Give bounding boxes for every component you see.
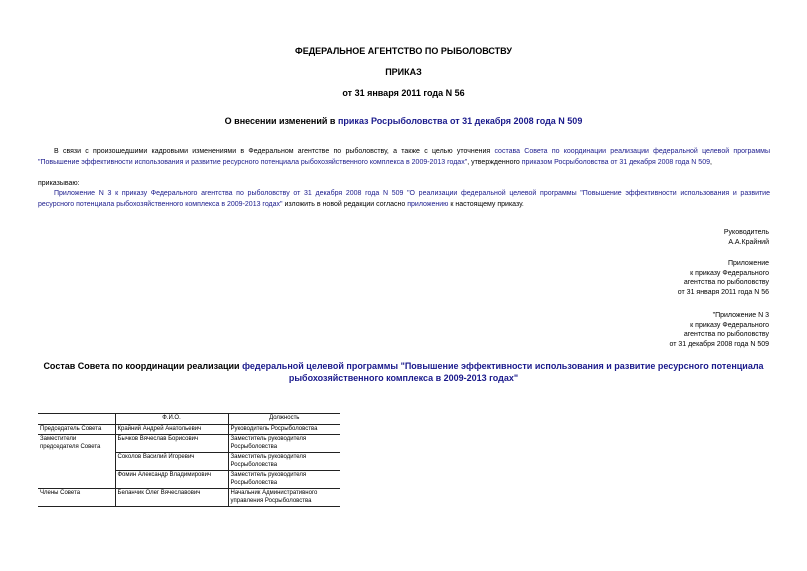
role-cell — [38, 471, 115, 489]
appendix-header-2 — [669, 311, 769, 349]
position-cell: Заместитель руководителя Росрыболовства — [228, 453, 340, 471]
header-cell: Ф.И.О. — [115, 414, 228, 425]
role-cell: Члены Совета — [38, 489, 115, 507]
position-cell: Заместитель руководителя Росрыболовства — [228, 435, 340, 453]
subject-link[interactable]: приказ Росрыболовства от 31 декабря 2008 года N 509 — [337, 116, 583, 126]
table-row — [38, 489, 340, 507]
header-cell: Должность — [228, 414, 340, 425]
appendix-header-1 — [678, 259, 769, 297]
appendix2-line: "Приложение N 3 — [712, 312, 769, 319]
table-row — [38, 453, 340, 471]
appendix1-line: агентства по рыболовству — [683, 279, 769, 287]
position-cell: Руководитель Росрыболовства — [228, 424, 340, 435]
appendix1-line: к приказу Федерального — [690, 269, 769, 277]
signature-title: Руководитель — [723, 229, 769, 236]
appendix-link[interactable]: приложению — [407, 201, 449, 208]
table-row — [38, 424, 340, 435]
order-word: приказываю: — [38, 180, 80, 187]
composition-prefix: Состав Совета по координации реализации — [43, 361, 240, 371]
name-cell: Соколов Василий Игоревич — [115, 453, 228, 471]
name-cell: Фомин Александр Владимирович — [115, 471, 228, 489]
position-cell: Начальник Административного управления Росрыболовства — [228, 489, 340, 507]
role-cell — [38, 453, 115, 471]
name-cell: Крайний Андрей Анатольевич — [115, 424, 228, 435]
appendix2-line: агентства по рыболовству — [683, 331, 769, 339]
agency-title: ФЕДЕРАЛЬНОЕ АГЕНТСТВО ПО РЫБОЛОВСТВУ — [295, 46, 512, 56]
role-cell: Заместители председателя Совета — [40, 436, 101, 450]
subject-prefix: О внесении изменений в — [224, 116, 336, 126]
order-509-link[interactable]: приказом Росрыболовства от 31 декабря 2008 года N 509 — [521, 159, 710, 166]
document-subject — [0, 116, 807, 126]
program-link[interactable]: федеральной целевой программы "Повышение эффективности использования и развитие ресурсного потенциала — [242, 361, 764, 371]
intro-text-approved: , утвержденного — [467, 159, 520, 166]
document-type: ПРИКАЗ — [385, 67, 422, 77]
appendix2-line: к приказу Федерального — [690, 321, 769, 329]
signature-name: А.А.Крайний — [728, 238, 769, 246]
header-cell — [38, 414, 115, 425]
intro-paragraph — [38, 146, 770, 168]
table-row — [38, 471, 340, 489]
appendix1-line: Приложение — [727, 260, 769, 267]
role-cell: Председатель Совета — [38, 424, 115, 435]
program-name-link[interactable]: "Повышение эффективности использования и развитие ресурсного потенциала рыбохозяйственного комплекса в 2009-2013 годах" — [38, 159, 468, 166]
appendix-3-link-cont[interactable]: ресурсного потенциала рыбохозяйственного комплекса в 2009-2013 годах" — [38, 201, 283, 208]
appendix2-line: от 31 декабря 2008 года N 509 — [669, 340, 769, 348]
intro-text-end: , — [710, 159, 712, 166]
council-composition-link[interactable]: состава Совета по координации реализации федеральной целевой программы — [494, 148, 770, 155]
intro-text: В связи с произошедшими кадровыми изменениями в Федеральном агентстве по рыболовству, а также с целью уточнения — [54, 148, 491, 155]
table-row — [38, 435, 340, 453]
signature-block — [724, 228, 769, 247]
composition-title — [0, 360, 807, 384]
name-cell: Беланчик Олег Вячеславович — [115, 489, 228, 507]
table-header-row — [38, 414, 340, 425]
order-text-end: к настоящему приказу. — [450, 201, 524, 208]
council-table — [38, 413, 340, 507]
name-cell: Бычков Вячеслав Борисович — [115, 435, 228, 453]
position-cell: Заместитель руководителя Росрыболовства — [228, 471, 340, 489]
appendix-3-link[interactable]: Приложение N 3 к приказу Федерального агентства по рыболовству от 31 декабря 2008 года N 509 "О реализации федеральной целевой программы "Повышение эффективности использования и развитие — [54, 190, 770, 197]
document-date: от 31 января 2011 года N 56 — [342, 88, 465, 98]
order-text: изложить в новой редакции согласно — [284, 201, 406, 208]
order-paragraph — [38, 188, 770, 210]
appendix1-line: от 31 января 2011 года N 56 — [677, 288, 769, 296]
program-link-cont[interactable]: рыбохозяйственного комплекса в 2009-2013 годах" — [288, 373, 519, 383]
